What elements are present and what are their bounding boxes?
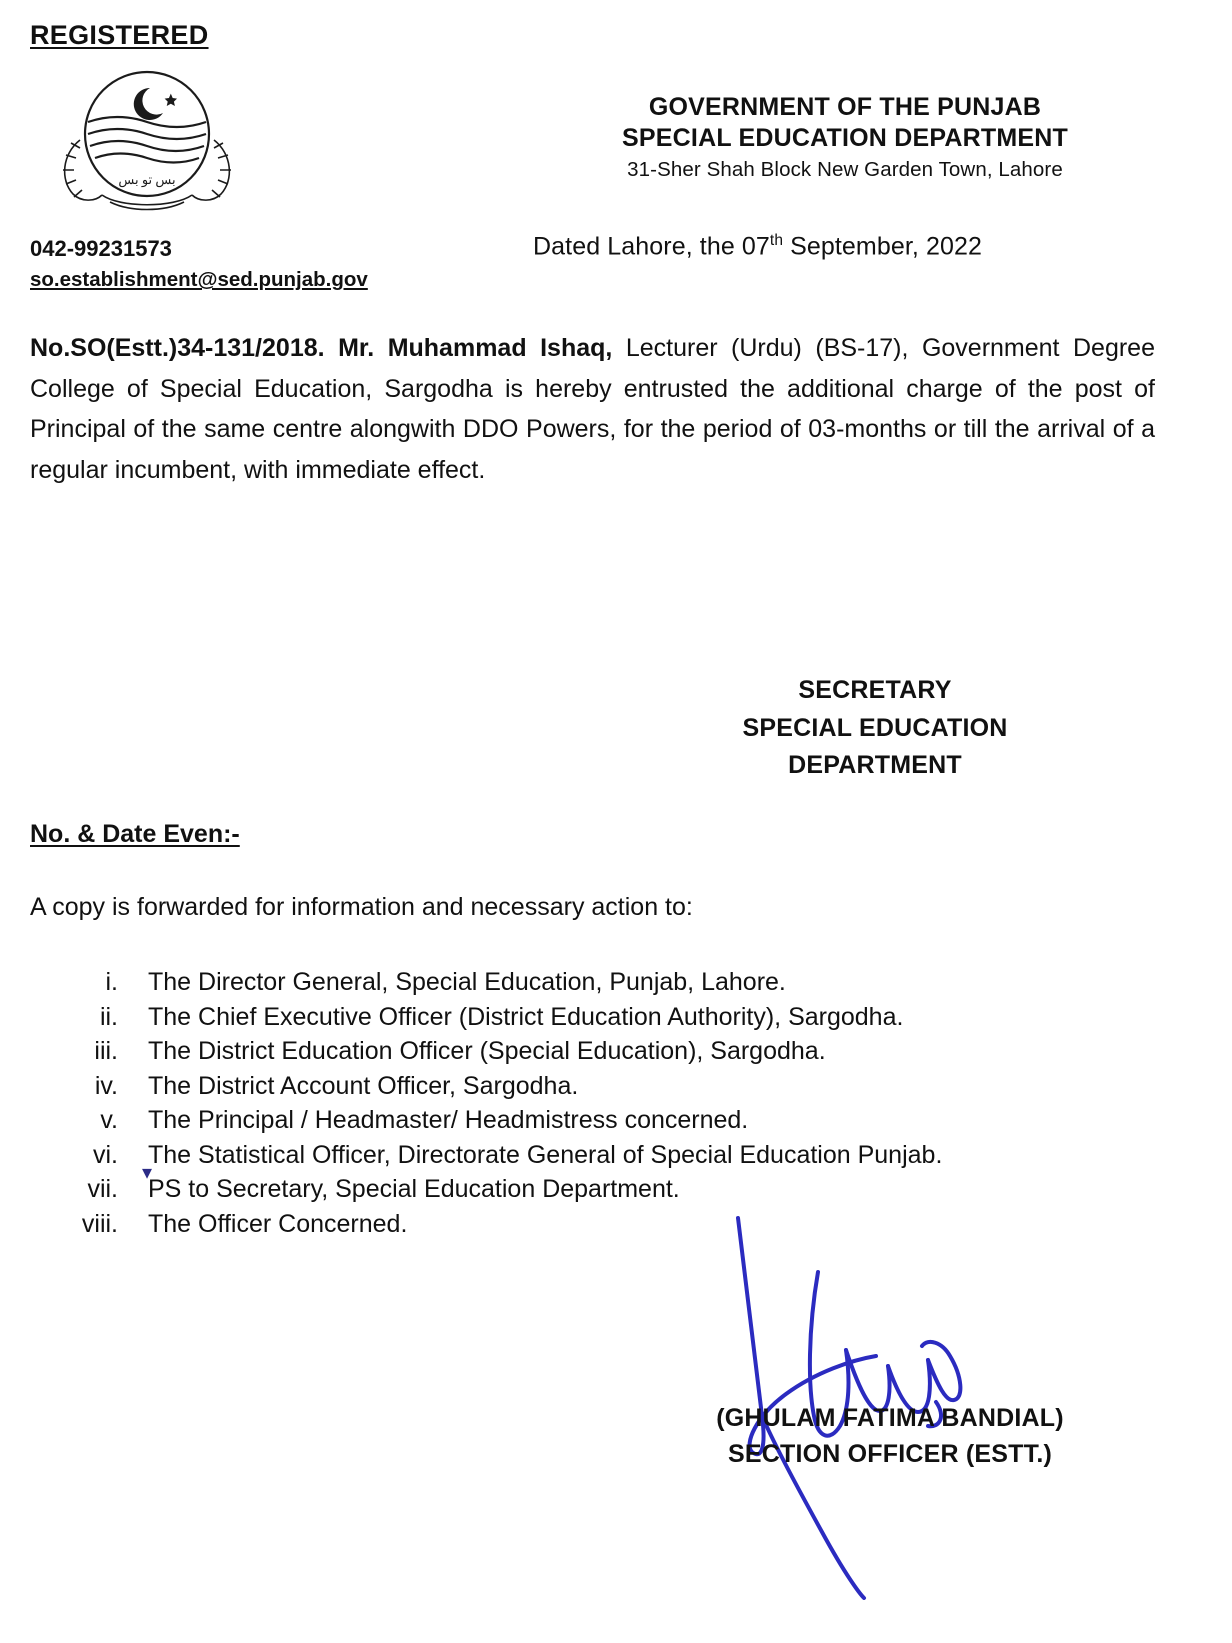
list-item-text: The Statistical Officer, Directorate General of Special Education Punjab. [148, 1140, 943, 1169]
endorsement-heading: No. & Date Even:- [30, 820, 240, 848]
handwritten-signature-icon [700, 1180, 1040, 1600]
list-item-text: The Officer Concerned. [148, 1209, 408, 1238]
reference-number: No.SO(Estt.)34-131/2018. [30, 334, 325, 362]
list-item-number: i. [105, 968, 118, 996]
authority-line-2: SPECIAL EDUCATION [742, 713, 1008, 742]
svg-text:بس تو بس: بس تو بس [118, 172, 176, 187]
email-address[interactable]: so.establishment@sed.punjab.gov [30, 268, 368, 292]
list-item [30, 1103, 1160, 1138]
list-item-text: The District Account Officer, Sargodha. [148, 1071, 579, 1100]
list-item-number: vii. [87, 1175, 118, 1203]
department-address: 31-Sher Shah Block New Garden Town, Lahore [627, 158, 1063, 181]
authority-line-3: DEPARTMENT [788, 751, 962, 779]
list-item-number: iv. [94, 1071, 118, 1100]
signer-name: (GHULAM FATIMA BANDIAL) [716, 1404, 1064, 1432]
phone-number: 042-99231573 [30, 236, 172, 261]
registered-stamp-label: REGISTERED [30, 20, 209, 50]
ink-mark: ▾ [142, 1162, 153, 1184]
list-item-number: iii. [94, 1037, 118, 1065]
list-item [30, 1034, 1160, 1069]
endorsement-intro: A copy is forwarded for information and necessary action to: [30, 893, 693, 921]
subject-officer-name: Mr. Muhammad Ishaq, [338, 334, 613, 362]
list-item-text: The Director General, Special Education, Punjab, Lahore. [148, 968, 786, 996]
dateline-prefix: Dated Lahore, the 07 [533, 232, 770, 261]
order-paragraph [30, 328, 1155, 490]
list-item-text: The Chief Executive Officer (District Education Authority), Sargodha. [148, 1002, 904, 1031]
list-item-number: v. [100, 1106, 118, 1134]
dateline-ordinal-suffix: th [769, 232, 784, 249]
punjab-government-crest-icon [40, 62, 255, 222]
list-item-number: vi. [93, 1140, 118, 1169]
authority-signature-block [640, 672, 1110, 785]
list-item [30, 1138, 1160, 1173]
dateline [533, 232, 982, 261]
dateline-suffix: September, 2022 [783, 232, 983, 261]
list-item [30, 1000, 1160, 1035]
order-body-text: Lecturer (Urdu) (BS-17), Government Degree College of Special Education, Sargodha is hereby entrusted the additional charge of the post of Principal of the same centre alongwith DDO Powers, for the period of 03-months or till the arrival of a regular incumbent, with immediate effect. [30, 334, 1155, 484]
authority-line-1: SECRETARY [798, 676, 952, 704]
list-item [30, 965, 1160, 1000]
list-item [30, 1069, 1160, 1104]
list-item-text: The Principal / Headmaster/ Headmistress concerned. [148, 1106, 749, 1134]
list-item-text: PS to Secretary, Special Education Department. [148, 1175, 680, 1203]
list-item-number: ii. [99, 1002, 118, 1031]
contact-block [30, 234, 368, 295]
signer-block [620, 1400, 1160, 1472]
list-item [30, 1172, 1160, 1207]
government-heading [545, 92, 1145, 182]
department-title-line2: SPECIAL EDUCATION DEPARTMENT [622, 124, 1068, 152]
list-item [30, 1207, 1160, 1242]
government-title-line1: GOVERNMENT OF THE PUNJAB [648, 93, 1042, 121]
distribution-list [30, 965, 1160, 1241]
list-item-text: The District Education Officer (Special Education), Sargodha. [148, 1037, 826, 1065]
list-item-number: viii. [81, 1209, 118, 1238]
signer-designation: SECTION OFFICER (ESTT.) [727, 1440, 1053, 1468]
